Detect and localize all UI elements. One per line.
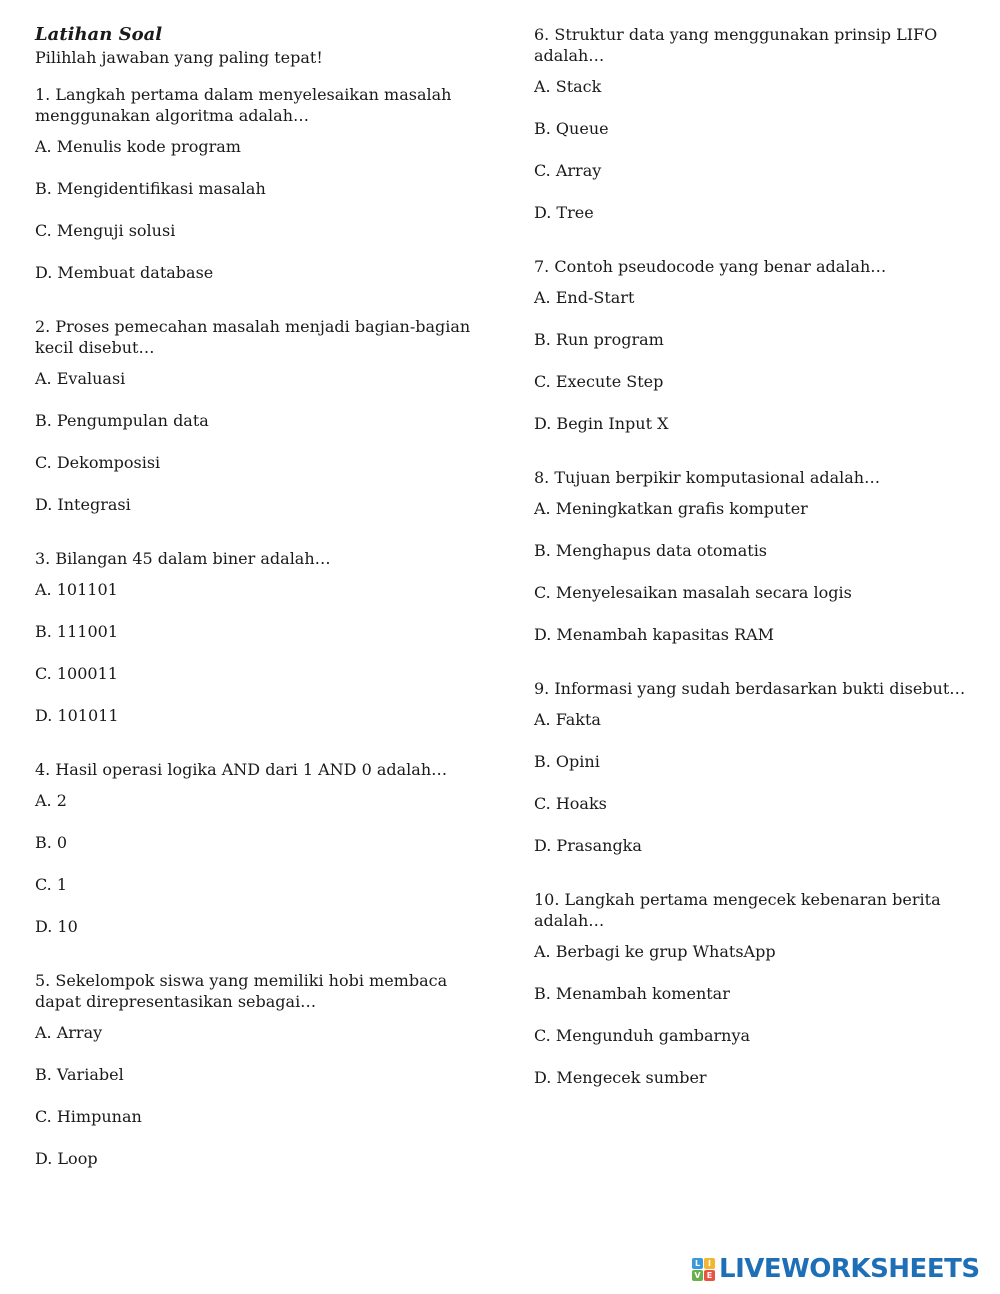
question-text: 5. Sekelompok siswa yang memiliki hobi membaca dapat direpresentasikan sebagai…: [35, 971, 448, 1011]
option-c[interactable]: C. Dekomposisi: [35, 453, 161, 472]
option-c[interactable]: C. Array: [534, 161, 602, 180]
option-a[interactable]: A. Menulis kode program: [35, 137, 241, 156]
question-9: [534, 678, 989, 856]
option-c[interactable]: C. Himpunan: [35, 1107, 142, 1126]
option-c[interactable]: C. Execute Step: [534, 372, 664, 391]
left-column: [35, 84, 490, 1202]
logo-text: LIVEWORKSHEETS: [719, 1254, 980, 1284]
option-d[interactable]: D. Menambah kapasitas RAM: [534, 625, 775, 644]
option-a[interactable]: A. Array: [35, 1023, 103, 1042]
option-d[interactable]: D. Begin Input X: [534, 414, 669, 433]
option-a[interactable]: A. Evaluasi: [35, 369, 126, 388]
option-b[interactable]: B. Pengumpulan data: [35, 411, 209, 430]
question-5: [35, 970, 490, 1169]
question-10: [534, 889, 989, 1088]
option-b[interactable]: B. 0: [35, 833, 68, 852]
page-title: Latihan Soal: [35, 24, 163, 45]
option-a[interactable]: A. Berbagi ke grup WhatsApp: [534, 942, 776, 961]
option-c[interactable]: C. Menguji solusi: [35, 221, 176, 240]
question-text: 1. Langkah pertama dalam menyelesaikan masalah menggunakan algoritma adalah…: [35, 85, 452, 125]
option-c[interactable]: C. 1: [35, 875, 68, 894]
option-d[interactable]: D. Loop: [35, 1149, 98, 1168]
question-7: [534, 256, 989, 434]
option-c[interactable]: C. Hoaks: [534, 794, 607, 813]
question-text: 3. Bilangan 45 dalam biner adalah…: [35, 549, 331, 568]
question-text: 8. Tujuan berpikir komputasional adalah…: [534, 468, 881, 487]
option-d[interactable]: D. 101011: [35, 706, 119, 725]
option-a[interactable]: A. 2: [35, 791, 67, 810]
option-b[interactable]: B. Mengidentifikasi masalah: [35, 179, 266, 198]
option-d[interactable]: D. Membuat database: [35, 263, 214, 282]
option-d[interactable]: D. Mengecek sumber: [534, 1068, 707, 1087]
option-c[interactable]: C. Mengunduh gambarnya: [534, 1026, 751, 1045]
option-b[interactable]: B. Run program: [534, 330, 664, 349]
option-b[interactable]: B. Menghapus data otomatis: [534, 541, 768, 560]
option-c[interactable]: C. Menyelesaikan masalah secara logis: [534, 583, 852, 602]
option-d[interactable]: D. 10: [35, 917, 78, 936]
question-8: [534, 467, 989, 645]
logo-mark-tile: E: [704, 1270, 715, 1281]
question-text: 4. Hasil operasi logika AND dari 1 AND 0 adalah…: [35, 760, 448, 779]
option-b[interactable]: B. 111001: [35, 622, 119, 641]
question-text: 6. Struktur data yang menggunakan prinsip LIFO adalah…: [534, 25, 938, 65]
option-a[interactable]: A. End-Start: [534, 288, 635, 307]
option-b[interactable]: B. Opini: [534, 752, 600, 771]
option-d[interactable]: D. Tree: [534, 203, 594, 222]
logo-mark-tile: V: [692, 1270, 703, 1281]
option-b[interactable]: B. Menambah komentar: [534, 984, 730, 1003]
question-4: [35, 759, 490, 937]
logo-mark-tile: L: [692, 1258, 703, 1269]
question-text: 9. Informasi yang sudah berdasarkan bukti disebut…: [534, 679, 966, 698]
question-2: [35, 316, 490, 515]
option-b[interactable]: B. Queue: [534, 119, 609, 138]
option-a[interactable]: A. Meningkatkan grafis komputer: [534, 499, 808, 518]
right-column: [534, 24, 989, 1121]
question-3: [35, 548, 490, 726]
option-a[interactable]: A. Stack: [534, 77, 602, 96]
question-6: [534, 24, 989, 223]
instruction-text: Pilihlah jawaban yang paling tepat!: [35, 48, 323, 67]
option-a[interactable]: A. Fakta: [534, 710, 601, 729]
option-b[interactable]: B. Variabel: [35, 1065, 124, 1084]
liveworksheets-logo: [692, 1253, 980, 1285]
question-text: 7. Contoh pseudocode yang benar adalah…: [534, 257, 887, 276]
logo-mark-tile: I: [704, 1258, 715, 1269]
option-c[interactable]: C. 100011: [35, 664, 118, 683]
question-text: 10. Langkah pertama mengecek kebenaran berita adalah…: [534, 890, 941, 930]
logo-mark-icon: [692, 1258, 715, 1281]
option-d[interactable]: D. Prasangka: [534, 836, 642, 855]
question-1: [35, 84, 490, 283]
option-d[interactable]: D. Integrasi: [35, 495, 131, 514]
question-text: 2. Proses pemecahan masalah menjadi bagian-bagian kecil disebut…: [35, 317, 471, 357]
option-a[interactable]: A. 101101: [35, 580, 118, 599]
